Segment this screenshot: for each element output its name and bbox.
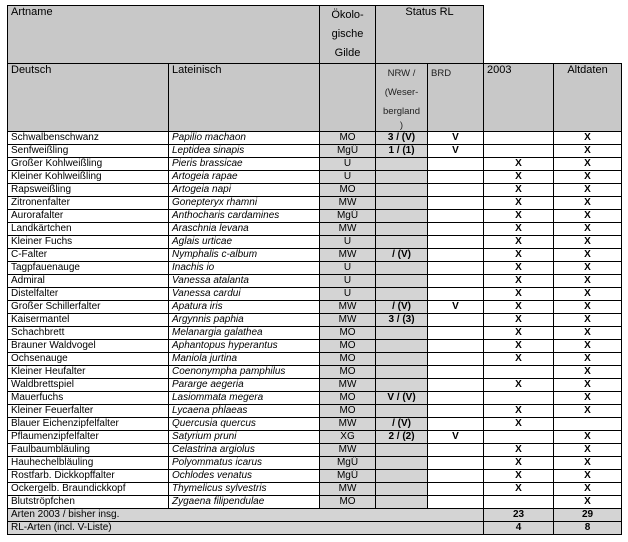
altdaten-cell: X	[554, 184, 622, 197]
guild-cell: MW	[320, 483, 376, 496]
altdaten-cell: X	[554, 327, 622, 340]
species-german-name: Kleiner Heufalter	[8, 366, 169, 379]
table-row	[8, 353, 622, 366]
species-latin-name: Anthocharis cardamines	[169, 210, 320, 223]
table-row	[8, 236, 622, 249]
species-latin-name: Lycaena phlaeas	[169, 405, 320, 418]
status-brd-cell: V	[428, 145, 484, 158]
status-nrw-cell	[376, 171, 428, 184]
header-2003: 2003	[484, 64, 554, 132]
summary-row	[8, 509, 622, 522]
status-brd-cell	[428, 197, 484, 210]
table-row	[8, 496, 622, 509]
guild-cell: MO	[320, 353, 376, 366]
guild-cell: MO	[320, 496, 376, 509]
summary-2003: 23	[484, 509, 554, 522]
altdaten-cell: X	[554, 340, 622, 353]
guild-cell: MW	[320, 223, 376, 236]
altdaten-cell: X	[554, 457, 622, 470]
status-brd-cell	[428, 366, 484, 379]
status-brd-cell: V	[428, 301, 484, 314]
status-nrw-cell: / (V)	[376, 249, 428, 262]
species-latin-name: Papilio machaon	[169, 132, 320, 145]
species-german-name: Kaisermantel	[8, 314, 169, 327]
species-german-name: Großer Kohlweißling	[8, 158, 169, 171]
guild-cell: MO	[320, 340, 376, 353]
guild-cell: U	[320, 275, 376, 288]
table-row	[8, 262, 622, 275]
species-german-name: Distelfalter	[8, 288, 169, 301]
guild-cell: XG	[320, 431, 376, 444]
table-row	[8, 366, 622, 379]
summary-2003: 4	[484, 522, 554, 535]
species-latin-name: Zygaena filipendulae	[169, 496, 320, 509]
species-latin-name: Apatura iris	[169, 301, 320, 314]
year-2003-cell	[484, 431, 554, 444]
guild-cell: MgÜ	[320, 145, 376, 158]
status-nrw-cell	[376, 197, 428, 210]
header-altdaten: Altdaten	[554, 64, 622, 132]
species-latin-name: Ochlodes venatus	[169, 470, 320, 483]
header-lateinisch: Lateinisch	[169, 64, 320, 132]
guild-cell: MW	[320, 314, 376, 327]
status-nrw-cell	[376, 236, 428, 249]
table-row	[8, 444, 622, 457]
table-row	[8, 470, 622, 483]
table-row	[8, 483, 622, 496]
species-german-name: Zitronenfalter	[8, 197, 169, 210]
table-row	[8, 314, 622, 327]
gilde-line-3: Gilde	[334, 47, 361, 59]
status-brd-cell	[428, 327, 484, 340]
table-row	[8, 158, 622, 171]
table-row	[8, 223, 622, 236]
species-german-name: Admiral	[8, 275, 169, 288]
species-latin-name: Thymelicus sylvestris	[169, 483, 320, 496]
status-nrw-cell	[376, 184, 428, 197]
altdaten-cell: X	[554, 288, 622, 301]
guild-cell: MW	[320, 379, 376, 392]
status-nrw-cell: 2 / (2)	[376, 431, 428, 444]
species-german-name: Großer Schillerfalter	[8, 301, 169, 314]
status-brd-cell	[428, 379, 484, 392]
summary-row	[8, 522, 622, 535]
guild-cell: MO	[320, 405, 376, 418]
altdaten-cell: X	[554, 366, 622, 379]
status-brd-cell	[428, 184, 484, 197]
table-row	[8, 249, 622, 262]
status-nrw-cell	[376, 340, 428, 353]
nrw-line-1: NRW /	[387, 68, 416, 79]
status-brd-cell	[428, 340, 484, 353]
status-nrw-cell	[376, 210, 428, 223]
year-2003-cell: X	[484, 171, 554, 184]
species-latin-name: Inachis io	[169, 262, 320, 275]
altdaten-cell: X	[554, 158, 622, 171]
status-brd-cell: V	[428, 431, 484, 444]
altdaten-cell	[554, 418, 622, 431]
year-2003-cell: X	[484, 262, 554, 275]
species-latin-name: Coenonympha pamphilus	[169, 366, 320, 379]
altdaten-cell: X	[554, 223, 622, 236]
nrw-line-3: bergland	[383, 106, 420, 117]
table-row	[8, 197, 622, 210]
year-2003-cell: X	[484, 444, 554, 457]
year-2003-cell	[484, 132, 554, 145]
altdaten-cell: X	[554, 145, 622, 158]
status-nrw-cell	[376, 379, 428, 392]
guild-cell: MO	[320, 184, 376, 197]
species-german-name: Hauhechelbläuling	[8, 457, 169, 470]
table-row	[8, 210, 622, 223]
table-row	[8, 145, 622, 158]
table-row	[8, 184, 622, 197]
header-status: Status RL	[376, 6, 484, 64]
header-nrw	[376, 64, 428, 132]
status-brd-cell	[428, 275, 484, 288]
table-row	[8, 132, 622, 145]
year-2003-cell	[484, 496, 554, 509]
species-latin-name: Argynnis paphia	[169, 314, 320, 327]
species-german-name: Ockergelb. Braundickkopf	[8, 483, 169, 496]
species-german-name: Landkärtchen	[8, 223, 169, 236]
header-blank	[484, 6, 622, 64]
year-2003-cell: X	[484, 184, 554, 197]
altdaten-cell: X	[554, 301, 622, 314]
year-2003-cell: X	[484, 210, 554, 223]
year-2003-cell: X	[484, 314, 554, 327]
species-latin-name: Aglais urticae	[169, 236, 320, 249]
status-brd-cell	[428, 158, 484, 171]
year-2003-cell: X	[484, 327, 554, 340]
status-nrw-cell	[376, 275, 428, 288]
guild-cell: MgÜ	[320, 470, 376, 483]
summary-altdaten: 8	[554, 522, 622, 535]
altdaten-cell: X	[554, 314, 622, 327]
year-2003-cell: X	[484, 236, 554, 249]
guild-cell: U	[320, 262, 376, 275]
status-brd-cell	[428, 171, 484, 184]
status-nrw-cell	[376, 288, 428, 301]
species-german-name: Blauer Eichenzipfelfalter	[8, 418, 169, 431]
guild-cell: MW	[320, 197, 376, 210]
header-gilde-blank	[320, 64, 376, 132]
status-brd-cell	[428, 444, 484, 457]
table-row	[8, 379, 622, 392]
table-row	[8, 301, 622, 314]
header-brd: BRD	[428, 64, 484, 132]
species-german-name: Rapsweißling	[8, 184, 169, 197]
status-brd-cell	[428, 405, 484, 418]
species-latin-name: Satyrium pruni	[169, 431, 320, 444]
status-brd-cell	[428, 457, 484, 470]
table-row	[8, 340, 622, 353]
status-nrw-cell	[376, 327, 428, 340]
status-brd-cell	[428, 314, 484, 327]
year-2003-cell: X	[484, 340, 554, 353]
status-nrw-cell: 1 / (1)	[376, 145, 428, 158]
species-latin-name: Polyommatus icarus	[169, 457, 320, 470]
year-2003-cell: X	[484, 470, 554, 483]
altdaten-cell: X	[554, 470, 622, 483]
status-nrw-cell: / (V)	[376, 301, 428, 314]
species-latin-name: Artogeia napi	[169, 184, 320, 197]
status-brd-cell	[428, 353, 484, 366]
altdaten-cell: X	[554, 483, 622, 496]
status-brd-cell	[428, 249, 484, 262]
species-latin-name: Aphantopus hyperantus	[169, 340, 320, 353]
species-german-name: Pflaumenzipfelfalter	[8, 431, 169, 444]
guild-cell: MO	[320, 327, 376, 340]
altdaten-cell: X	[554, 210, 622, 223]
altdaten-cell: X	[554, 444, 622, 457]
table-row	[8, 418, 622, 431]
status-brd-cell	[428, 236, 484, 249]
species-latin-name: Melanargia galathea	[169, 327, 320, 340]
status-nrw-cell	[376, 496, 428, 509]
status-nrw-cell	[376, 223, 428, 236]
status-nrw-cell	[376, 353, 428, 366]
status-nrw-cell: 3 / (3)	[376, 314, 428, 327]
year-2003-cell	[484, 366, 554, 379]
year-2003-cell: X	[484, 353, 554, 366]
species-german-name: Ochsenauge	[8, 353, 169, 366]
status-nrw-cell	[376, 483, 428, 496]
guild-cell: MO	[320, 392, 376, 405]
altdaten-cell: X	[554, 262, 622, 275]
status-brd-cell	[428, 262, 484, 275]
year-2003-cell: X	[484, 418, 554, 431]
nrw-line-4: )	[399, 120, 404, 131]
species-table	[7, 5, 622, 535]
header-gilde	[320, 6, 376, 64]
status-brd-cell	[428, 496, 484, 509]
year-2003-cell: X	[484, 197, 554, 210]
species-german-name: Waldbrettspiel	[8, 379, 169, 392]
species-german-name: Senfweißling	[8, 145, 169, 158]
table-row	[8, 457, 622, 470]
nrw-line-2: (Weser-	[384, 87, 419, 98]
status-brd-cell	[428, 483, 484, 496]
species-german-name: C-Falter	[8, 249, 169, 262]
table-row	[8, 288, 622, 301]
year-2003-cell: X	[484, 379, 554, 392]
species-latin-name: Artogeia rapae	[169, 171, 320, 184]
altdaten-cell: X	[554, 405, 622, 418]
species-german-name: Brauner Waldvogel	[8, 340, 169, 353]
status-brd-cell	[428, 223, 484, 236]
species-latin-name: Pieris brassicae	[169, 158, 320, 171]
year-2003-cell: X	[484, 158, 554, 171]
species-german-name: Rostfarb. Dickkopffalter	[8, 470, 169, 483]
status-nrw-cell: 3 / (V)	[376, 132, 428, 145]
altdaten-cell: X	[554, 431, 622, 444]
species-latin-name: Gonepteryx rhamni	[169, 197, 320, 210]
status-nrw-cell	[376, 457, 428, 470]
header-deutsch: Deutsch	[8, 64, 169, 132]
species-latin-name: Lasiommata megera	[169, 392, 320, 405]
altdaten-cell: X	[554, 236, 622, 249]
species-latin-name: Nymphalis c-album	[169, 249, 320, 262]
year-2003-cell	[484, 145, 554, 158]
gilde-line-1: Ökolo-	[331, 9, 364, 21]
species-german-name: Schwalbenschwanz	[8, 132, 169, 145]
year-2003-cell: X	[484, 457, 554, 470]
altdaten-cell: X	[554, 379, 622, 392]
year-2003-cell: X	[484, 249, 554, 262]
year-2003-cell: X	[484, 223, 554, 236]
guild-cell: U	[320, 288, 376, 301]
status-nrw-cell	[376, 262, 428, 275]
status-nrw-cell	[376, 470, 428, 483]
species-latin-name: Vanessa atalanta	[169, 275, 320, 288]
status-brd-cell	[428, 210, 484, 223]
guild-cell: MW	[320, 249, 376, 262]
status-nrw-cell: V / (V)	[376, 392, 428, 405]
species-german-name: Kleiner Fuchs	[8, 236, 169, 249]
species-german-name: Schachbrett	[8, 327, 169, 340]
species-german-name: Aurorafalter	[8, 210, 169, 223]
species-german-name: Blutströpfchen	[8, 496, 169, 509]
guild-cell: U	[320, 236, 376, 249]
altdaten-cell: X	[554, 275, 622, 288]
guild-cell: MgÜ	[320, 210, 376, 223]
year-2003-cell: X	[484, 301, 554, 314]
table-row	[8, 275, 622, 288]
status-nrw-cell	[376, 405, 428, 418]
status-nrw-cell	[376, 444, 428, 457]
status-brd-cell	[428, 418, 484, 431]
year-2003-cell: X	[484, 405, 554, 418]
species-latin-name: Celastrina argiolus	[169, 444, 320, 457]
status-brd-cell	[428, 470, 484, 483]
species-german-name: Tagpfauenauge	[8, 262, 169, 275]
header-artname: Artname	[8, 6, 320, 64]
species-german-name: Faulbaumbläuling	[8, 444, 169, 457]
altdaten-cell: X	[554, 353, 622, 366]
year-2003-cell: X	[484, 275, 554, 288]
table-row	[8, 405, 622, 418]
species-german-name: Mauerfuchs	[8, 392, 169, 405]
species-latin-name: Pararge aegeria	[169, 379, 320, 392]
guild-cell: MgÜ	[320, 457, 376, 470]
status-nrw-cell	[376, 158, 428, 171]
summary-altdaten: 29	[554, 509, 622, 522]
year-2003-cell: X	[484, 288, 554, 301]
guild-cell: MW	[320, 301, 376, 314]
year-2003-cell	[484, 392, 554, 405]
altdaten-cell: X	[554, 392, 622, 405]
guild-cell: MW	[320, 444, 376, 457]
species-latin-name: Araschnia levana	[169, 223, 320, 236]
status-nrw-cell	[376, 366, 428, 379]
species-latin-name: Quercusia quercus	[169, 418, 320, 431]
table-row	[8, 431, 622, 444]
species-german-name: Kleiner Kohlweißling	[8, 171, 169, 184]
guild-cell: MO	[320, 132, 376, 145]
guild-cell: MW	[320, 418, 376, 431]
status-brd-cell	[428, 288, 484, 301]
species-latin-name: Maniola jurtina	[169, 353, 320, 366]
status-brd-cell	[428, 392, 484, 405]
table-row	[8, 392, 622, 405]
guild-cell: U	[320, 158, 376, 171]
status-brd-cell: V	[428, 132, 484, 145]
species-latin-name: Leptidea sinapis	[169, 145, 320, 158]
altdaten-cell: X	[554, 197, 622, 210]
summary-label: Arten 2003 / bisher insg.	[8, 509, 484, 522]
species-latin-name: Vanessa cardui	[169, 288, 320, 301]
altdaten-cell: X	[554, 132, 622, 145]
gilde-line-2: gische	[331, 28, 364, 40]
table-row	[8, 327, 622, 340]
guild-cell: U	[320, 171, 376, 184]
altdaten-cell: X	[554, 496, 622, 509]
altdaten-cell: X	[554, 171, 622, 184]
altdaten-cell: X	[554, 249, 622, 262]
summary-label: RL-Arten (incl. V-Liste)	[8, 522, 484, 535]
table-row	[8, 171, 622, 184]
year-2003-cell: X	[484, 483, 554, 496]
status-nrw-cell: / (V)	[376, 418, 428, 431]
guild-cell: MO	[320, 366, 376, 379]
species-german-name: Kleiner Feuerfalter	[8, 405, 169, 418]
